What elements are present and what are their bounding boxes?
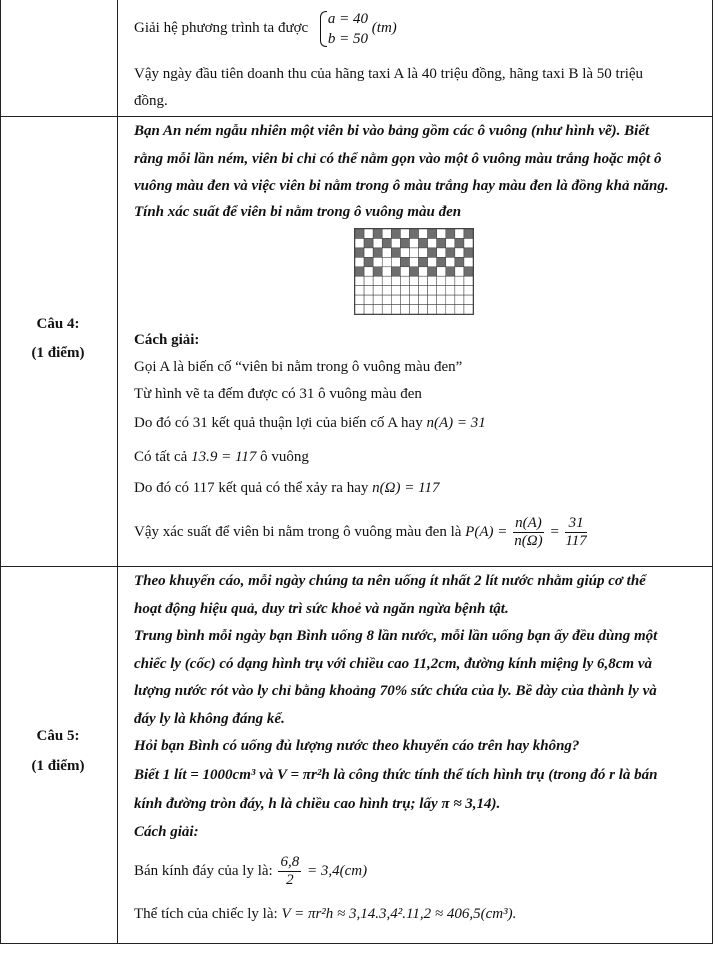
grid-cell-black [364,238,373,247]
grid-cell-white [400,305,409,314]
grid-cell-white [446,286,455,295]
grid-cell-black [419,257,428,266]
grid-cell-white [391,257,400,266]
tm-mark: (tm) [371,20,397,36]
grid-cell-white [382,257,391,266]
grid-cell-white [409,305,418,314]
grid-cell-white [382,295,391,304]
grid-cell-black [391,267,400,276]
equation-b: b = 50 [327,30,369,47]
grid-cell-white [355,286,364,295]
grid-cell-black [428,229,437,238]
grid-cell-white [428,286,437,295]
q4-total-text: Có tất cả [134,449,188,465]
grid-cell-black [428,267,437,276]
q5-prompt-line4: chiếc ly (cốc) có dạng hình trụ với chiều cao 11,2cm, đường kính miệng ly 6,8cm và [134,656,652,672]
grid-cell-white [355,295,364,304]
grid-cell-white [464,257,473,266]
grid-cell-white [455,248,464,257]
grid-cell-white [455,305,464,314]
q4-fraction-n [513,515,544,550]
grid-cell-white [419,267,428,276]
grid-cell-white [428,257,437,266]
q4-outcomes-text: Do đó có 117 kết quả có thể xảy ra hay [134,480,369,496]
equation-a: a = 40 [327,10,369,27]
grid-cell-white [419,286,428,295]
q5-radius-result: = 3,4(cm) [306,863,368,879]
grid-cell-white [409,286,418,295]
grid-cell-white [464,286,473,295]
grid-cell-black [419,238,428,247]
grid-svg [355,229,473,314]
q4-total-line [134,447,309,467]
q4-event-line: Gọi A là biến cố “viên bi nằm trong ô vuông màu đen” [134,359,463,375]
q4-n-a: n(A) = 31 [426,415,486,431]
grid-cell-white [446,295,455,304]
grid-cell-white [391,295,400,304]
grid-cell-black [355,229,364,238]
grid-cell-white [391,286,400,295]
q4-prompt-line4: Tính xác suất để viên bi nằm trong ô vuông màu đen [134,204,462,220]
grid-cell-white [428,238,437,247]
q4-fraction-value [565,515,586,550]
q5-radius-numerator: 6,8 [280,854,300,871]
grid-cell-white [373,305,382,314]
grid-cell-white [437,295,446,304]
grid-cell-black [400,238,409,247]
q4-value-denominator: 117 [565,533,587,550]
q5-label: Câu 5: [36,728,80,744]
grid-cell-white [364,295,373,304]
q4-prob-text: Vậy xác suất để viên bi nằm trong ô vuông màu đen là [134,524,462,540]
q5-volume-line [134,904,516,924]
grid-cell-white [437,276,446,285]
grid-cell-white [364,305,373,314]
grid-cell-white [437,305,446,314]
q4-frac-numerator: n(A) [515,515,542,532]
grid-cell-white [409,257,418,266]
grid-cell-black [455,238,464,247]
grid-cell-white [400,248,409,257]
grid-cell-white [446,238,455,247]
grid-cell-white [400,276,409,285]
grid-cell-white [400,267,409,276]
grid-cell-black [391,229,400,238]
grid-cell-black [355,267,364,276]
q4-p-lhs: P(A) = [465,524,508,540]
grid-cell-white [419,248,428,257]
grid-cell-black [455,257,464,266]
grid-cell-black [373,267,382,276]
q5-radius-fraction [278,854,301,889]
q4-outcomes-line [134,478,439,498]
grid-cell-black [373,248,382,257]
equation-system [318,9,368,49]
grid-cell-black [437,238,446,247]
grid-cell-white [409,238,418,247]
grid-cell-white [373,286,382,295]
row1-conclusion-line2: đồng. [134,93,168,109]
q4-product: 13.9 = 117 [191,449,257,465]
q5-radius-denominator: 2 [286,872,294,889]
q5-prompt-line7: Hỏi bạn Bình có uống đủ lượng nước theo khuyến cáo trên hay không? [134,738,580,754]
grid-cell-white [364,276,373,285]
grid-cell-white [464,295,473,304]
grid-cell-black [382,238,391,247]
q5-radius-line [134,850,367,892]
grid-cell-white [419,295,428,304]
grid-cell-white [382,229,391,238]
grid-cell-white [373,295,382,304]
q4-favorable-line [134,413,486,433]
grid-cell-black [428,248,437,257]
grid-cell-white [391,305,400,314]
table-border-right [712,0,713,944]
q5-prompt-line5: lượng nước rót vào ly chỉ bằng khoảng 70% sức chứa của ly. Bề dày của thành ly và [134,683,657,699]
grid-cell-white [382,276,391,285]
q4-points: (1 điểm) [31,345,85,361]
grid-cell-white [364,229,373,238]
q4-solution-heading: Cách giải: [134,332,200,348]
table-column-divider [117,0,118,944]
grid-cell-white [382,286,391,295]
grid-cell-black [464,248,473,257]
q5-prompt-line2: hoạt động hiệu quả, duy trì sức khoẻ và ngăn ngừa bệnh tật. [134,601,509,617]
grid-cell-white [437,267,446,276]
grid-cell-white [455,229,464,238]
system-line [134,6,397,50]
grid-cell-white [428,276,437,285]
grid-cell-white [419,305,428,314]
grid-cell-white [382,248,391,257]
grid-cell-white [437,248,446,257]
grid-cell-white [364,267,373,276]
grid-cell-white [409,276,418,285]
q4-value-numerator: 31 [565,515,586,533]
grid-cell-white [391,276,400,285]
grid-cell-white [455,276,464,285]
grid-cell-white [400,286,409,295]
grid-cell-white [409,295,418,304]
q5-prompt-line3: Trung bình mỗi ngày bạn Bình uống 8 lần nước, mỗi lần uống bạn ấy đều dùng một [134,628,658,644]
row-divider-2 [0,566,713,567]
grid-cell-white [355,238,364,247]
table-border-bottom [0,943,713,944]
grid-cell-black [409,229,418,238]
grid-cell-white [446,305,455,314]
grid-cell-black [446,267,455,276]
q5-hint-line2: kính đường tròn đáy, h là chiều cao hình trụ; lấy π ≈ 3,14). [134,796,501,812]
grid-cell-white [437,286,446,295]
grid-cell-white [464,238,473,247]
grid-cell-white [419,276,428,285]
square-grid-figure [354,228,474,315]
grid-cell-black [446,229,455,238]
grid-cell-white [455,267,464,276]
q4-p-eq: = [549,524,560,540]
grid-cell-black [464,267,473,276]
q5-solution-heading: Cách giải: [134,824,199,840]
grid-cell-white [382,305,391,314]
grid-cell-white [428,295,437,304]
grid-cell-white [455,295,464,304]
grid-cell-black [364,257,373,266]
row-divider-1 [0,116,713,117]
grid-cell-white [382,267,391,276]
q5-volume-formula: V = πr²h ≈ 3,14.3,4².11,2 ≈ 406,5(cm³). [281,906,517,922]
grid-cell-white [455,286,464,295]
q4-total-tail: ô vuông [260,449,309,465]
grid-cell-black [446,248,455,257]
q5-prompt-line6: đáy ly là không đáng kể. [134,711,285,727]
q5-points: (1 điểm) [31,758,85,774]
system-intro: Giải hệ phương trình ta được [134,20,309,36]
q4-probability-line [134,511,589,553]
q5-prompt-line1: Theo khuyến cáo, mỗi ngày chúng ta nên uống ít nhất 2 lít nước nhằm giúp cơ thể [134,573,646,589]
q5-hint-line1: Biết 1 lít = 1000cm³ và V = πr²h là công thức tính thể tích hình trụ (trong đó r là bán [134,767,658,783]
grid-cell-white [391,238,400,247]
q4-frac-denominator: n(Ω) [514,533,543,550]
q4-favorable-text: Do đó có 31 kết quả thuận lợi của biến cố A hay [134,415,423,431]
grid-cell-black [373,229,382,238]
q4-n-omega: n(Ω) = 117 [372,480,440,496]
grid-cell-white [355,257,364,266]
grid-cell-white [446,276,455,285]
grid-cell-black [437,257,446,266]
grid-cell-white [364,286,373,295]
grid-cell-white [355,305,364,314]
table-border-left [0,0,1,944]
q4-prompt-line3: vuông màu đen và việc viên bi nằm trong ô màu trắng hay màu đen là đồng khả năng. [134,178,669,194]
grid-cell-black [400,257,409,266]
grid-cell-white [428,305,437,314]
grid-cell-black [355,248,364,257]
grid-cell-white [400,295,409,304]
grid-cell-white [446,257,455,266]
grid-cell-white [464,276,473,285]
grid-cell-white [437,229,446,238]
grid-cell-white [409,248,418,257]
grid-cell-black [391,248,400,257]
q4-prompt-line1: Bạn An ném ngẫu nhiên một viên bi vào bảng gồm các ô vuông (như hình vẽ). Biết [134,123,650,139]
grid-cell-black [409,267,418,276]
q5-volume-text: Thể tích của chiếc ly là: [134,906,278,922]
grid-cell-white [355,276,364,285]
grid-cell-white [364,248,373,257]
grid-cell-white [373,238,382,247]
grid-cell-white [419,229,428,238]
q4-label: Câu 4: [36,316,80,332]
grid-cell-white [373,257,382,266]
grid-cell-white [373,276,382,285]
q5-radius-text: Bán kính đáy của ly là: [134,863,273,879]
grid-cell-white [400,229,409,238]
q4-count-line: Từ hình vẽ ta đếm được có 31 ô vuông màu đen [134,386,422,402]
grid-cell-white [464,305,473,314]
row1-conclusion-line1: Vậy ngày đầu tiên doanh thu của hãng taxi A là 40 triệu đồng, hãng taxi B là 50 triệu [134,66,644,82]
q4-prompt-line2: rằng mỗi lần ném, viên bi chỉ có thể nằm gọn vào một ô vuông màu trắng hoặc một ô [134,151,662,167]
grid-cell-black [464,229,473,238]
